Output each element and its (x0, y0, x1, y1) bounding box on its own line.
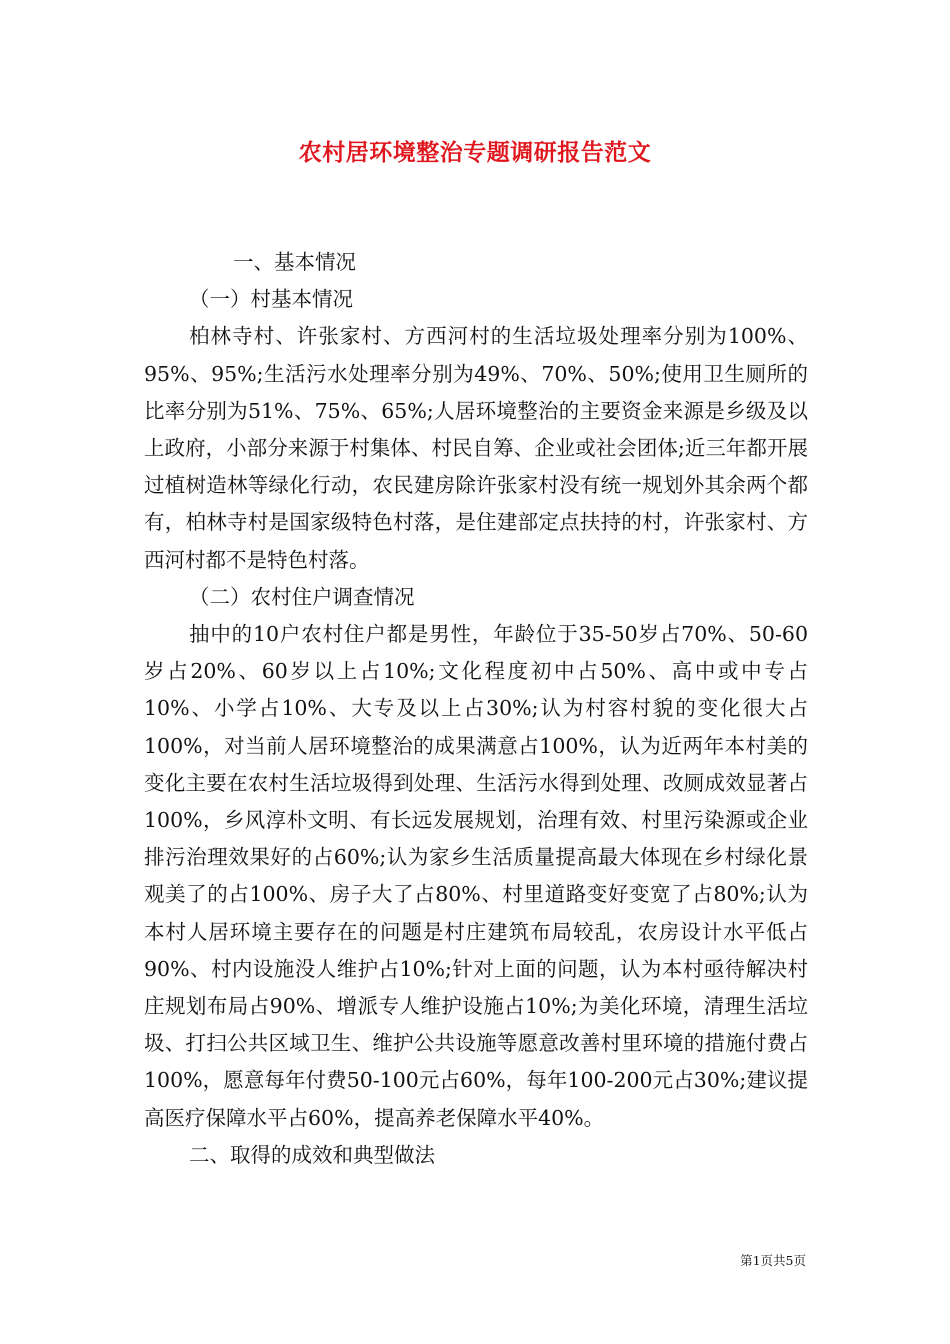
subsection-heading-village-basics: （一）村基本情况 (189, 287, 353, 312)
page-number-footer: 第1页共5页 (740, 1253, 806, 1268)
section-heading-basic-situation: 一、基本情况 (233, 250, 356, 274)
subsection-heading-household-survey: （二）农村住户调查情况 (189, 584, 415, 609)
paragraph-village-basics: 柏林寺村、许张家村、方西河村的生活垃圾处理率分别为100%、95%、95%;生活污水处理率分别为49%、70%、50%;使用卫生厕所的比率分别为51%、75%、65%;人居环境整治的主要资金来源是乡级及以上政府，小部分来源于村集体、村民自筹、企业或社会团体;近三年都开展过植树造林等绿化行动，农民建房除许张家村没有统一规划外其余两个都有，柏林寺村是国家级特色村落，是住建部定点扶持的村，许张家村、方西河村都不是特色村落。 (144, 324, 808, 572)
document-title: 农村居环境整治专题调研报告范文 (298, 139, 652, 166)
document-body (144, 244, 808, 1174)
paragraph-household-survey: 抽中的10户农村住户都是男性，年龄位于35-50岁占70%、50-60岁占20%、60岁以上占10%;文化程度初中占50%、高中或中专占10%、小学占10%、大专及以上占30%;认为村容村貌的变化很大占100%，对当前人居环境整治的成果满意占100%，认为近两年本村美的变化主要在农村生活垃圾得到处理、生活污水得到处理、改厕成效显著占100%，乡风淳朴文明、有长远发展规划，治理有效、村里污染源或企业排污治理效果好的占60%;认为家乡生活质量提高最大体现在乡村绿化景观美了的占100%、房子大了占80%、村里道路变好变宽了占80%;认为本村人居环境主要存在的问题是村庄建筑布局较乱，农房设计水平低占90%、村内设施没人维护占10%;针对上面的问题，认为本村亟待解决村庄规划布局占90%、增派专人维护设施占10%;为美化环境，清理生活垃圾、打扫公共区域卫生、维护公共设施等愿意改善村里环境的措施付费占100%，愿意每年付费50-100元占60%，每年100-200元占30%;建议提高医疗保障水平占60%，提高养老保障水平40%。 (144, 622, 808, 1130)
section-heading-achievements: 二、取得的成效和典型做法 (189, 1142, 435, 1167)
